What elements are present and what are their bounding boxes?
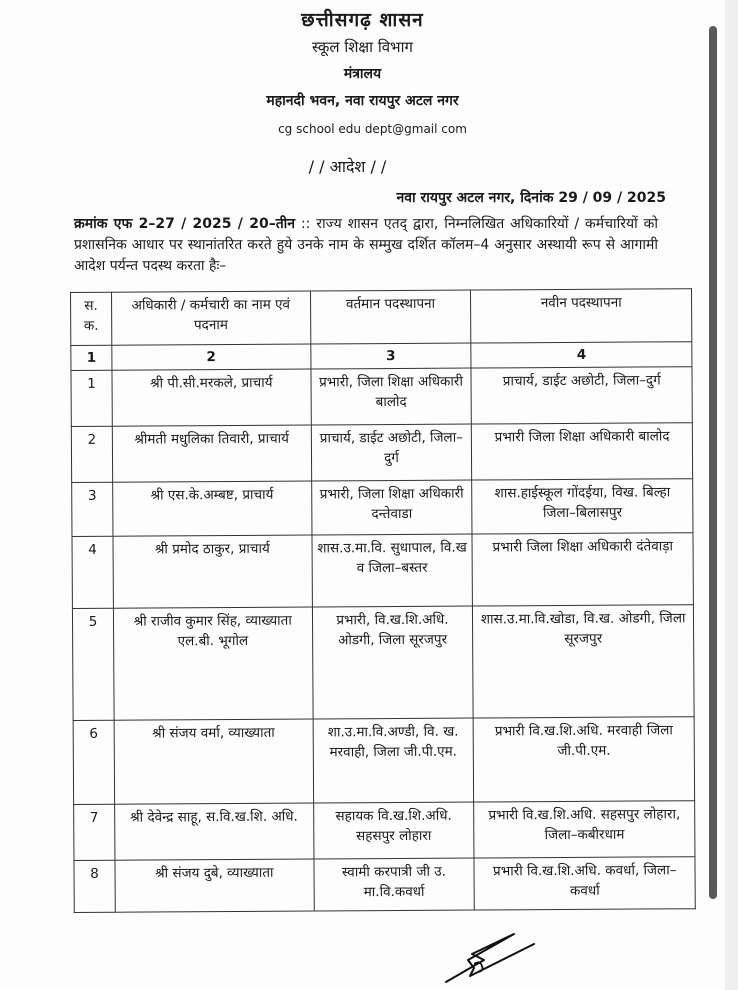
- email-address: cg school edu dept@gmail com: [278, 122, 467, 136]
- order-paragraph: [74, 214, 658, 277]
- cell-new-posting: शास.उ.मा.वि.खोडा, वि.ख. ओडगी, जिला सूरजपुर: [473, 605, 694, 718]
- cell-new-posting: प्राचार्य, डाईट अछोटी, जिला–दुर्ग: [471, 367, 692, 424]
- column-number: 4: [471, 342, 692, 368]
- cell-current-posting: स्वामी करपात्री जी उ. मा.वि.कवर्धा: [314, 858, 475, 911]
- government-name: छत्तीसगढ़ शासन: [301, 9, 424, 31]
- cell-current-posting: प्राचार्य, डाईट अछोटी, जिला–दुर्ग: [311, 424, 472, 481]
- cell-current-posting: शास.उ.मा.वि. सुधापाल, वि.ख व जिला–बस्तर: [312, 534, 473, 607]
- scrollbar-track[interactable]: [725, 0, 738, 990]
- department-name: स्कूल शिक्षा विभाग: [312, 38, 413, 56]
- cell-name: श्री राजीव कुमार सिंह, व्याख्याता एल.बी. भूगोल: [113, 607, 312, 720]
- header-serial: स. क.: [71, 292, 112, 345]
- cell-name: श्रीमती मधुलिका तिवारी, प्राचार्य: [112, 425, 311, 482]
- cell-new-posting: प्रभारी वि.ख.शि.अधि. सहसपुर लोहारा, जिला–कबीरधाम: [474, 801, 695, 858]
- table-row: [72, 533, 693, 609]
- office-address: महानदी भवन, नवा रायपुर अटल नगर: [266, 93, 459, 109]
- table-row: [73, 717, 695, 805]
- cell-serial: 4: [72, 536, 113, 608]
- cell-serial: 7: [74, 804, 115, 860]
- cell-current-posting: प्रभारी, वि.ख.शि.अधि. ओडगी, जिला सूरजपुर: [312, 606, 473, 719]
- ministry-name: मंत्रालय: [343, 66, 382, 82]
- table-row: [74, 857, 695, 913]
- table-header-row: [71, 289, 692, 346]
- header-name-designation: अधिकारी / कर्मचारी का नाम एवं पदनाम: [111, 291, 310, 345]
- cell-serial: 3: [72, 482, 113, 536]
- column-number-row: [71, 342, 692, 371]
- cell-name: श्री संजय दुबे, व्याख्याता: [115, 859, 314, 912]
- signature-icon: [444, 930, 544, 985]
- table-row: [71, 423, 692, 483]
- table-row: [71, 367, 692, 427]
- order-title: / / आदेश / /: [308, 157, 387, 176]
- cell-current-posting: शा.उ.मा.वि.अण्डी, वि. ख. मरवाही, जिला जी.पी.एम.: [313, 718, 474, 803]
- cell-name: श्री पी.सी.मरकले, प्राचार्य: [112, 369, 311, 426]
- cell-current-posting: सहायक वि.ख.शि.अधि. सहसपुर लोहारा: [313, 802, 474, 859]
- cell-new-posting: प्रभारी जिला शिक्षा अधिकारी बालोद: [472, 423, 693, 480]
- table-row: [74, 801, 695, 861]
- cell-serial: 2: [71, 426, 112, 482]
- cell-serial: 6: [73, 720, 114, 804]
- cell-new-posting: प्रभारी वि.ख.शि.अधि. कवर्धा, जिला–कवर्धा: [474, 857, 695, 910]
- table-row: [72, 479, 693, 537]
- cell-serial: 8: [74, 860, 115, 912]
- column-number: 3: [310, 343, 471, 369]
- order-body: :: राज्य शासन एतद् द्वारा, निम्नलिखित अधिकारियों / कर्मचारियों को प्रशासनिक आधार पर स्थानांतरित करते हुये उनके नाम के सम्मुख दर्शित कॉलम–4 अनुसार अस्थायी रूप से आगामी आदेश पर्यन्त पदस्थ करता हैः–: [74, 216, 658, 274]
- transfer-table: [70, 288, 696, 913]
- table-row: [72, 605, 694, 721]
- header-current-posting: वर्तमान पदस्थापना: [310, 290, 471, 344]
- scrollbar-thumb[interactable]: [709, 26, 717, 899]
- cell-serial: 1: [71, 370, 112, 426]
- cell-name: श्री देवेन्द्र साहू, स.वि.ख.शि. अधि.: [115, 803, 314, 860]
- cell-current-posting: प्रभारी, जिला शिक्षा अधिकारी दन्तेवाडा: [311, 480, 472, 535]
- cell-name: श्री प्रमोद ठाकुर, प्राचार्य: [113, 535, 312, 608]
- cell-new-posting: प्रभारी वि.ख.शि.अधि. मरवाही जिला जी.पी.एम.: [473, 717, 694, 802]
- column-number: 2: [112, 344, 311, 370]
- cell-name: श्री संजय वर्मा, व्याख्याता: [114, 719, 313, 804]
- cell-name: श्री एस.के.अम्बष्ट, प्राचार्य: [113, 481, 312, 536]
- header-new-posting: नवीन पदस्थापना: [471, 289, 692, 343]
- cell-current-posting: प्रभारी, जिला शिक्षा अधिकारी बालोद: [311, 368, 472, 425]
- order-number: क्रमांक एफ 2–27 / 2025 / 20–तीन: [74, 216, 296, 232]
- cell-new-posting: प्रभारी जिला शिक्षा अधिकारी दंतेवाड़ा: [472, 533, 693, 606]
- place-date-line: नवा रायपुर अटल नगर, दिनांक 29 / 09 / 2025: [396, 190, 666, 206]
- cell-new-posting: शास.हाईस्कूल गोंदईया, विख. बिल्हा जिला–बिलासपुर: [472, 479, 693, 534]
- cell-serial: 5: [72, 608, 114, 720]
- column-number: 1: [71, 345, 112, 370]
